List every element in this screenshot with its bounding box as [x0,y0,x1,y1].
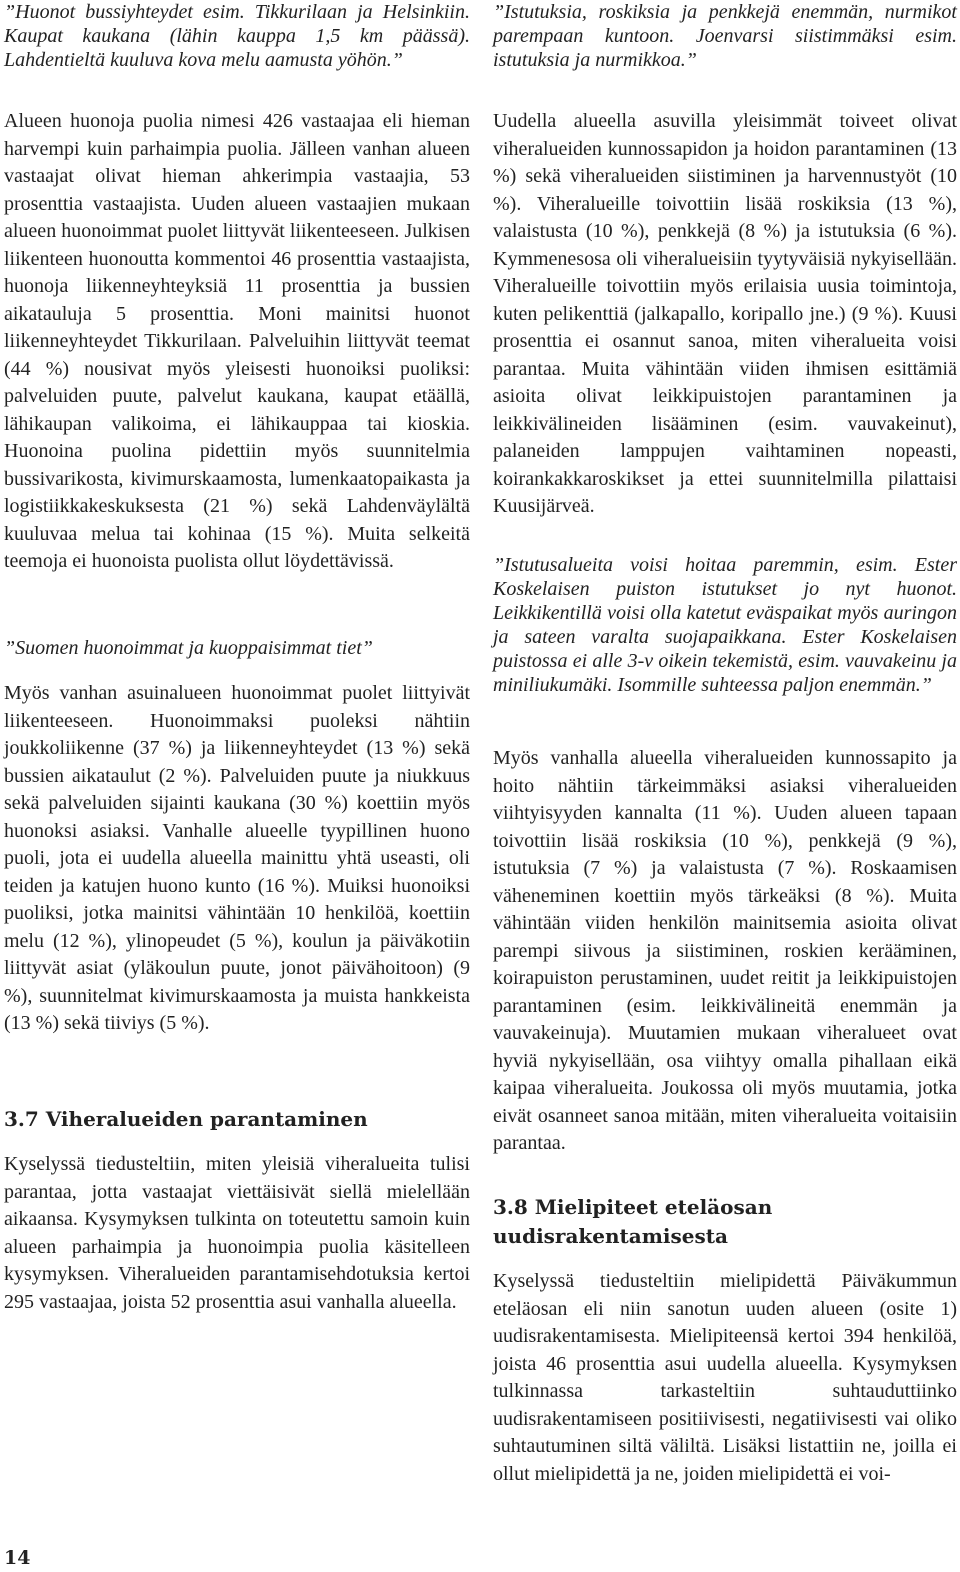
section-heading-3-8: 3.8 Mielipiteet eteläosan uudisrakentamisesta [493,1195,773,1248]
section-heading-3-7: 3.7 Viheralueiden parantaminen [4,1107,368,1131]
paragraph-new-construction: Kyselyssä tiedusteltiin mielipidettä Päiväkummun eteläosan eli niin sanotun uuden alueen (osite 1) uudisrakentamisesta. Mielipiteensä kertoi 394 henkilöä, joista 46 prosenttia asui uudella alueella. Kysymyksen tulkinnassa tarkasteltiin suhtauduttiinko uudisrakentamiseen positiivisesti, negatiivisesti vai oliko suhtautuminen siltä väliltä. Lisäksi listattiin ne, joilla ei ollut mielipidettä ja ne, joiden mielipidettä ei voi- [493,1270,957,1485]
quote-planting-areas: ”Istutusalueita voisi hoitaa paremmin, esim. Ester Koskelaisen puiston istutukset jo nyt huonot. Leikkikentillä voisi olla katetut eväspaikat myös auringon ja sateen varalta suojapaikkana. Ester Koskelaisen puistossa ei alle 3-v oikein tekemistä, esim. vauvakeinu ja miniliukumäki. Isommille suhteessa paljon enemmän.” [493,554,957,696]
paragraph-new-area-green: Uudella alueella asuvilla yleisimmät toiveet olivat viheralueiden kunnossapidon ja hoidon parantaminen (13 %) sekä viheralueiden siistiminen ja harvennustyöt (10 %). Viheralueille toivottiin lisää roskiksia (13 %), valaistusta (10 %), penkkejä (8 %) ja istutuksia (6 %). Kymmenesosa oli viheralueisiin tyytyväisiä nykyisellään. Viheralueille toivottiin myös erilaisia uusia toimintoja, kuten pelikenttiä (jalkapallo, koripallo jne.) (9 %). Kuusi prosenttia ei osannut sanoa, miten viheralueita voisi parantaa. Muita vähintään viiden ihmisen esittämiä asioita olivat leikkipuistojen parantaminen ja leikkivälineiden lisääminen (esim. vauvakeinut), palaneiden lamppujen vaihtaminen nopeasti, koirankakkaroskikset ja ettei suunnitelmilla pilattaisi Kuusijärveä. [493,110,957,517]
quote-roads: ”Suomen huonoimmat ja kuoppaisimmat tiet” [4,637,373,659]
paragraph-worst-sides: Alueen huonoja puolia nimesi 426 vastaajaa eli hieman harvempi kuin parhaimpia puolia. Jälleen vanhan alueen vastaajat olivat hieman ahkerimpia vastaajia, 53 prosenttia vastaajista. Uuden alueen vastaajien mukaan alueen huonoimmat puolet liittyvät liikenteeseen. Julkisen liikenteen huonoutta kommentoi 46 prosenttia vastaajista, huonoja liikenneyhteyksiä 11 prosenttia ja bussien aikatauluja 5 prosenttia. Moni mainitsi huonot liikenneyhteydet Tikkurilaan. Palveluihin liittyvät teemat (44 %) nousivat myös yleisesti huonoiksi puoliksi: palveluiden puute, palvelut kaukana, kaupat etäällä, lähikaupan valikoima, ei lähikauppaa tai kioskia. Huonoina puolina pidettiin myös suunnitelmia bussivarikosta, kivimurskaamosta, lumenkaatopaikasta ja logistiikkakeskuksesta (21 %) sekä Lahdenväylältä kuuluvaa melua tai kohinaa (15 %). Muita selkeitä teemoja ei huonoista puolista ollut löydettävissä. [4,110,470,572]
intro-quote-right: ”Istutuksia, roskiksia ja penkkejä enemmän, nurmikot parempaan kuntoon. Joenvarsi siistimmäksi esim. istutuksia ja nurmikkoa.” [493,1,957,71]
intro-quote: ”Huonot bussiyhteydet esim. Tikkurilaan ja Helsinkiin. Kaupat kaukana (lähin kauppa 1,5 km päässä). Lahdentieltä kuuluva kova melu aamusta yöhön.” [4,1,470,71]
paragraph-old-area-green: Myös vanhalla alueella viheralueiden kunnossapito ja hoito nähtiin tärkeimmäksi asiaksi viheralueiden viihtyisyyden kannalta (11 %). Uuden alueen tapaan toivottiin lisää roskiksia (10 %), penkkejä (9 %), istutuksia (7 %) ja valaistusta (7 %). Roskaamisen väheneminen koettiin myös tärkeäksi (8 %). Muita vähintään viiden henkilön mainitsemia asioita olivat parempi siivous ja siistiminen, roskien kerääminen, koirapuiston perustaminen, uudet reitit ja leikkipuistojen parantaminen (esim. leikkivälineitä enemmän ja vauvakeinuja). Muutamien mukaan viheralueet ovat hyviä nykyisellään, osa viihtyy omalla pihallaan eikä kaipaa viheralueita. Joukossa oli myös muutamia, jotka eivät osanneet sanoa mitään, miten viheralueita voitaisiin parantaa. [493,747,957,1154]
paragraph-green-areas-intro: Kyselyssä tiedusteltiin, miten yleisiä viheralueita tulisi parantaa, jotta vastaajat viettäisivät siellä mielellään aikaansa. Kysymyksen tulkinta on toteutettu samoin kuin alueen parhaimpia ja huonoimpia puolia käsitelleen kysymyksen. Viheralueiden parantamisehdotuksia kertoi 295 vastaajaa, joista 52 prosenttia asui vanhalla alueella. [4,1153,470,1313]
page-number: 14 [4,1547,31,1569]
paragraph-old-area: Myös vanhan asuinalueen huonoimmat puolet liittyivät liikenteeseen. Huonoimmaksi puoleksi nähtiin joukkoliikenne (37 %) ja liikenneyhteydet (13 %) sekä bussien aikataulut (2 %). Palveluiden puute ja niukkuus sekä palveluiden sijainti kaukana (30 %) koettiin myös huonoksi asiaksi. Vanhalle alueelle tyypillinen huono puoli, jota ei uudella alueella mainittu yhtä useasti, oli teiden ja katujen huono kunto (16 %). Muiksi huonoiksi puoliksi, jotka mainitsi vähintään 10 henkilöä, koettiin melu (12 %), ylinopeudet (5 %), koulun ja päiväkotiin liittyvät asiat (yläkoulun puute, jonot päivähoitoon) (9 %), suunnitelmat kivimurskaamosta ja muista hankkeista (13 %) sekä tiiviys (5 %). [4,682,470,1034]
